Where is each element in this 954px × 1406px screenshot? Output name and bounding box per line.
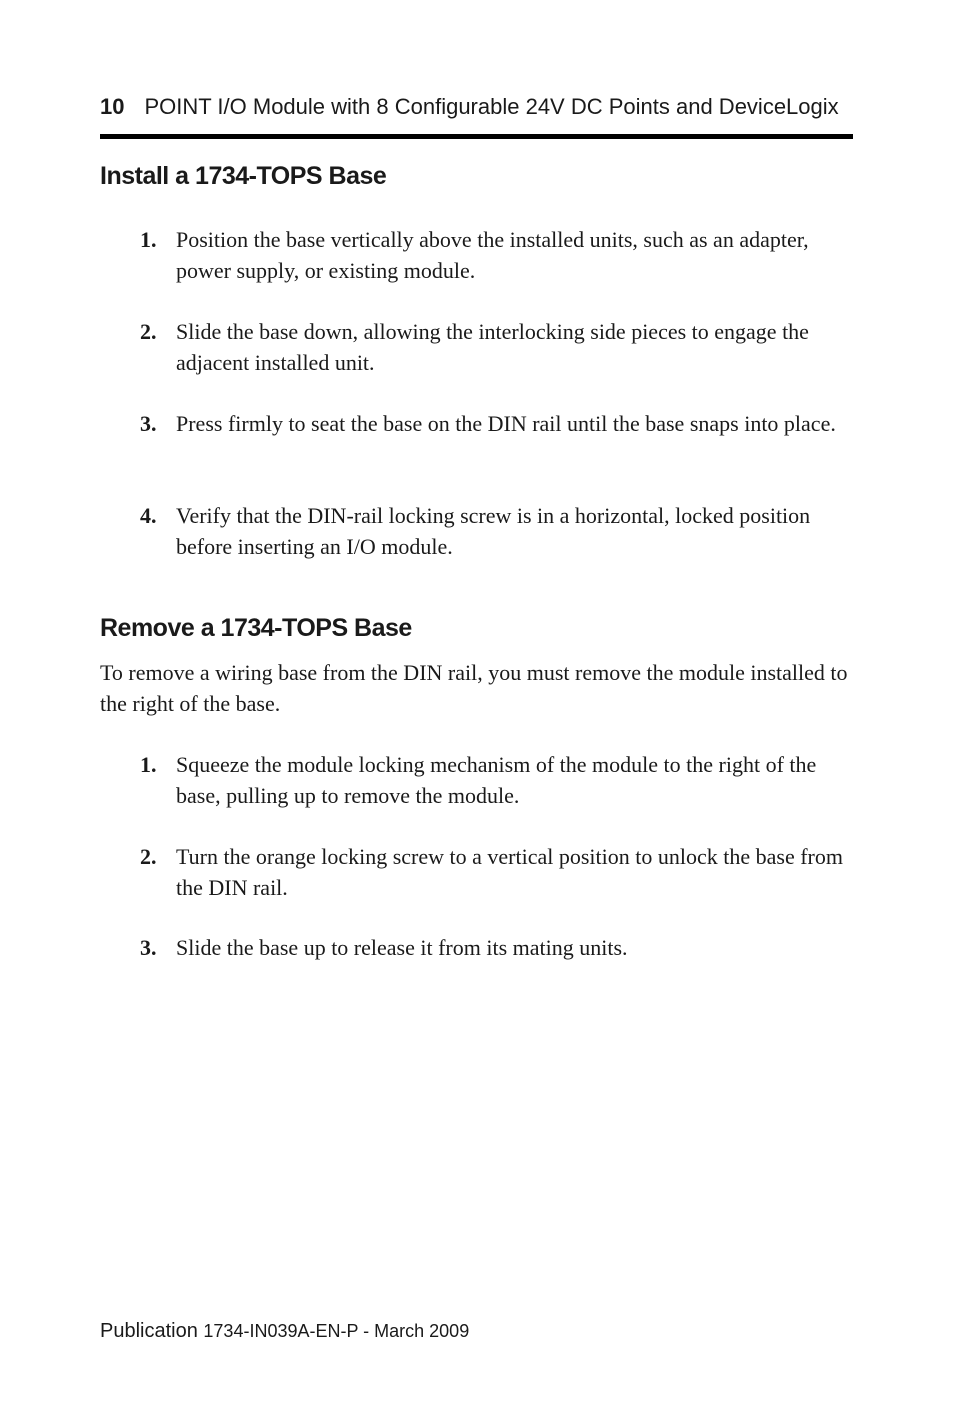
step-text: Verify that the DIN-rail locking screw is in a horizontal, locked position before inserting an I/O module. bbox=[176, 503, 811, 559]
step-text: Press firmly to seat the base on the DIN rail until the base snaps into place. bbox=[176, 411, 836, 436]
remove-heading: Remove a 1734-TOPS Base bbox=[100, 614, 412, 642]
step-number: 1. bbox=[140, 752, 157, 777]
step-text: Position the base vertically above the installed units, such as an adapter, power supply, or existing module. bbox=[176, 227, 809, 283]
install-step-1 bbox=[140, 224, 852, 286]
running-header bbox=[100, 94, 852, 124]
install-heading: Install a 1734-TOPS Base bbox=[100, 162, 387, 190]
step-number: 2. bbox=[140, 319, 157, 344]
header-rule bbox=[100, 134, 853, 139]
install-step-2 bbox=[140, 316, 852, 378]
step-text: Squeeze the module locking mechanism of the module to the right of the base, pulling up to remove the module. bbox=[176, 752, 817, 808]
step-text: Slide the base up to release it from its mating units. bbox=[176, 935, 628, 960]
step-text: Slide the base down, allowing the interlocking side pieces to engage the adjacent installed unit. bbox=[176, 319, 809, 375]
step-number: 4. bbox=[140, 503, 157, 528]
step-text: Turn the orange locking screw to a vertical position to unlock the base from the DIN rail. bbox=[176, 844, 843, 900]
running-header-title: POINT I/O Module with 8 Configurable 24V DC Points and DeviceLogix bbox=[144, 94, 839, 119]
install-step-4 bbox=[140, 500, 852, 562]
step-number: 3. bbox=[140, 411, 157, 436]
page-number: 10 bbox=[100, 94, 125, 119]
footer-label: Publication bbox=[100, 1320, 198, 1342]
remove-step-1 bbox=[140, 749, 852, 811]
remove-intro: To remove a wiring base from the DIN rail, you must remove the module installed to the right of the base. bbox=[100, 660, 848, 716]
install-step-3 bbox=[140, 408, 852, 439]
remove-step-3 bbox=[140, 932, 852, 963]
step-number: 1. bbox=[140, 227, 157, 252]
page-footer bbox=[100, 1320, 469, 1343]
step-number: 3. bbox=[140, 935, 157, 960]
remove-step-2 bbox=[140, 841, 852, 903]
publication-number: 1734-IN039A-EN-P - March 2009 bbox=[203, 1321, 470, 1341]
step-number: 2. bbox=[140, 844, 157, 869]
